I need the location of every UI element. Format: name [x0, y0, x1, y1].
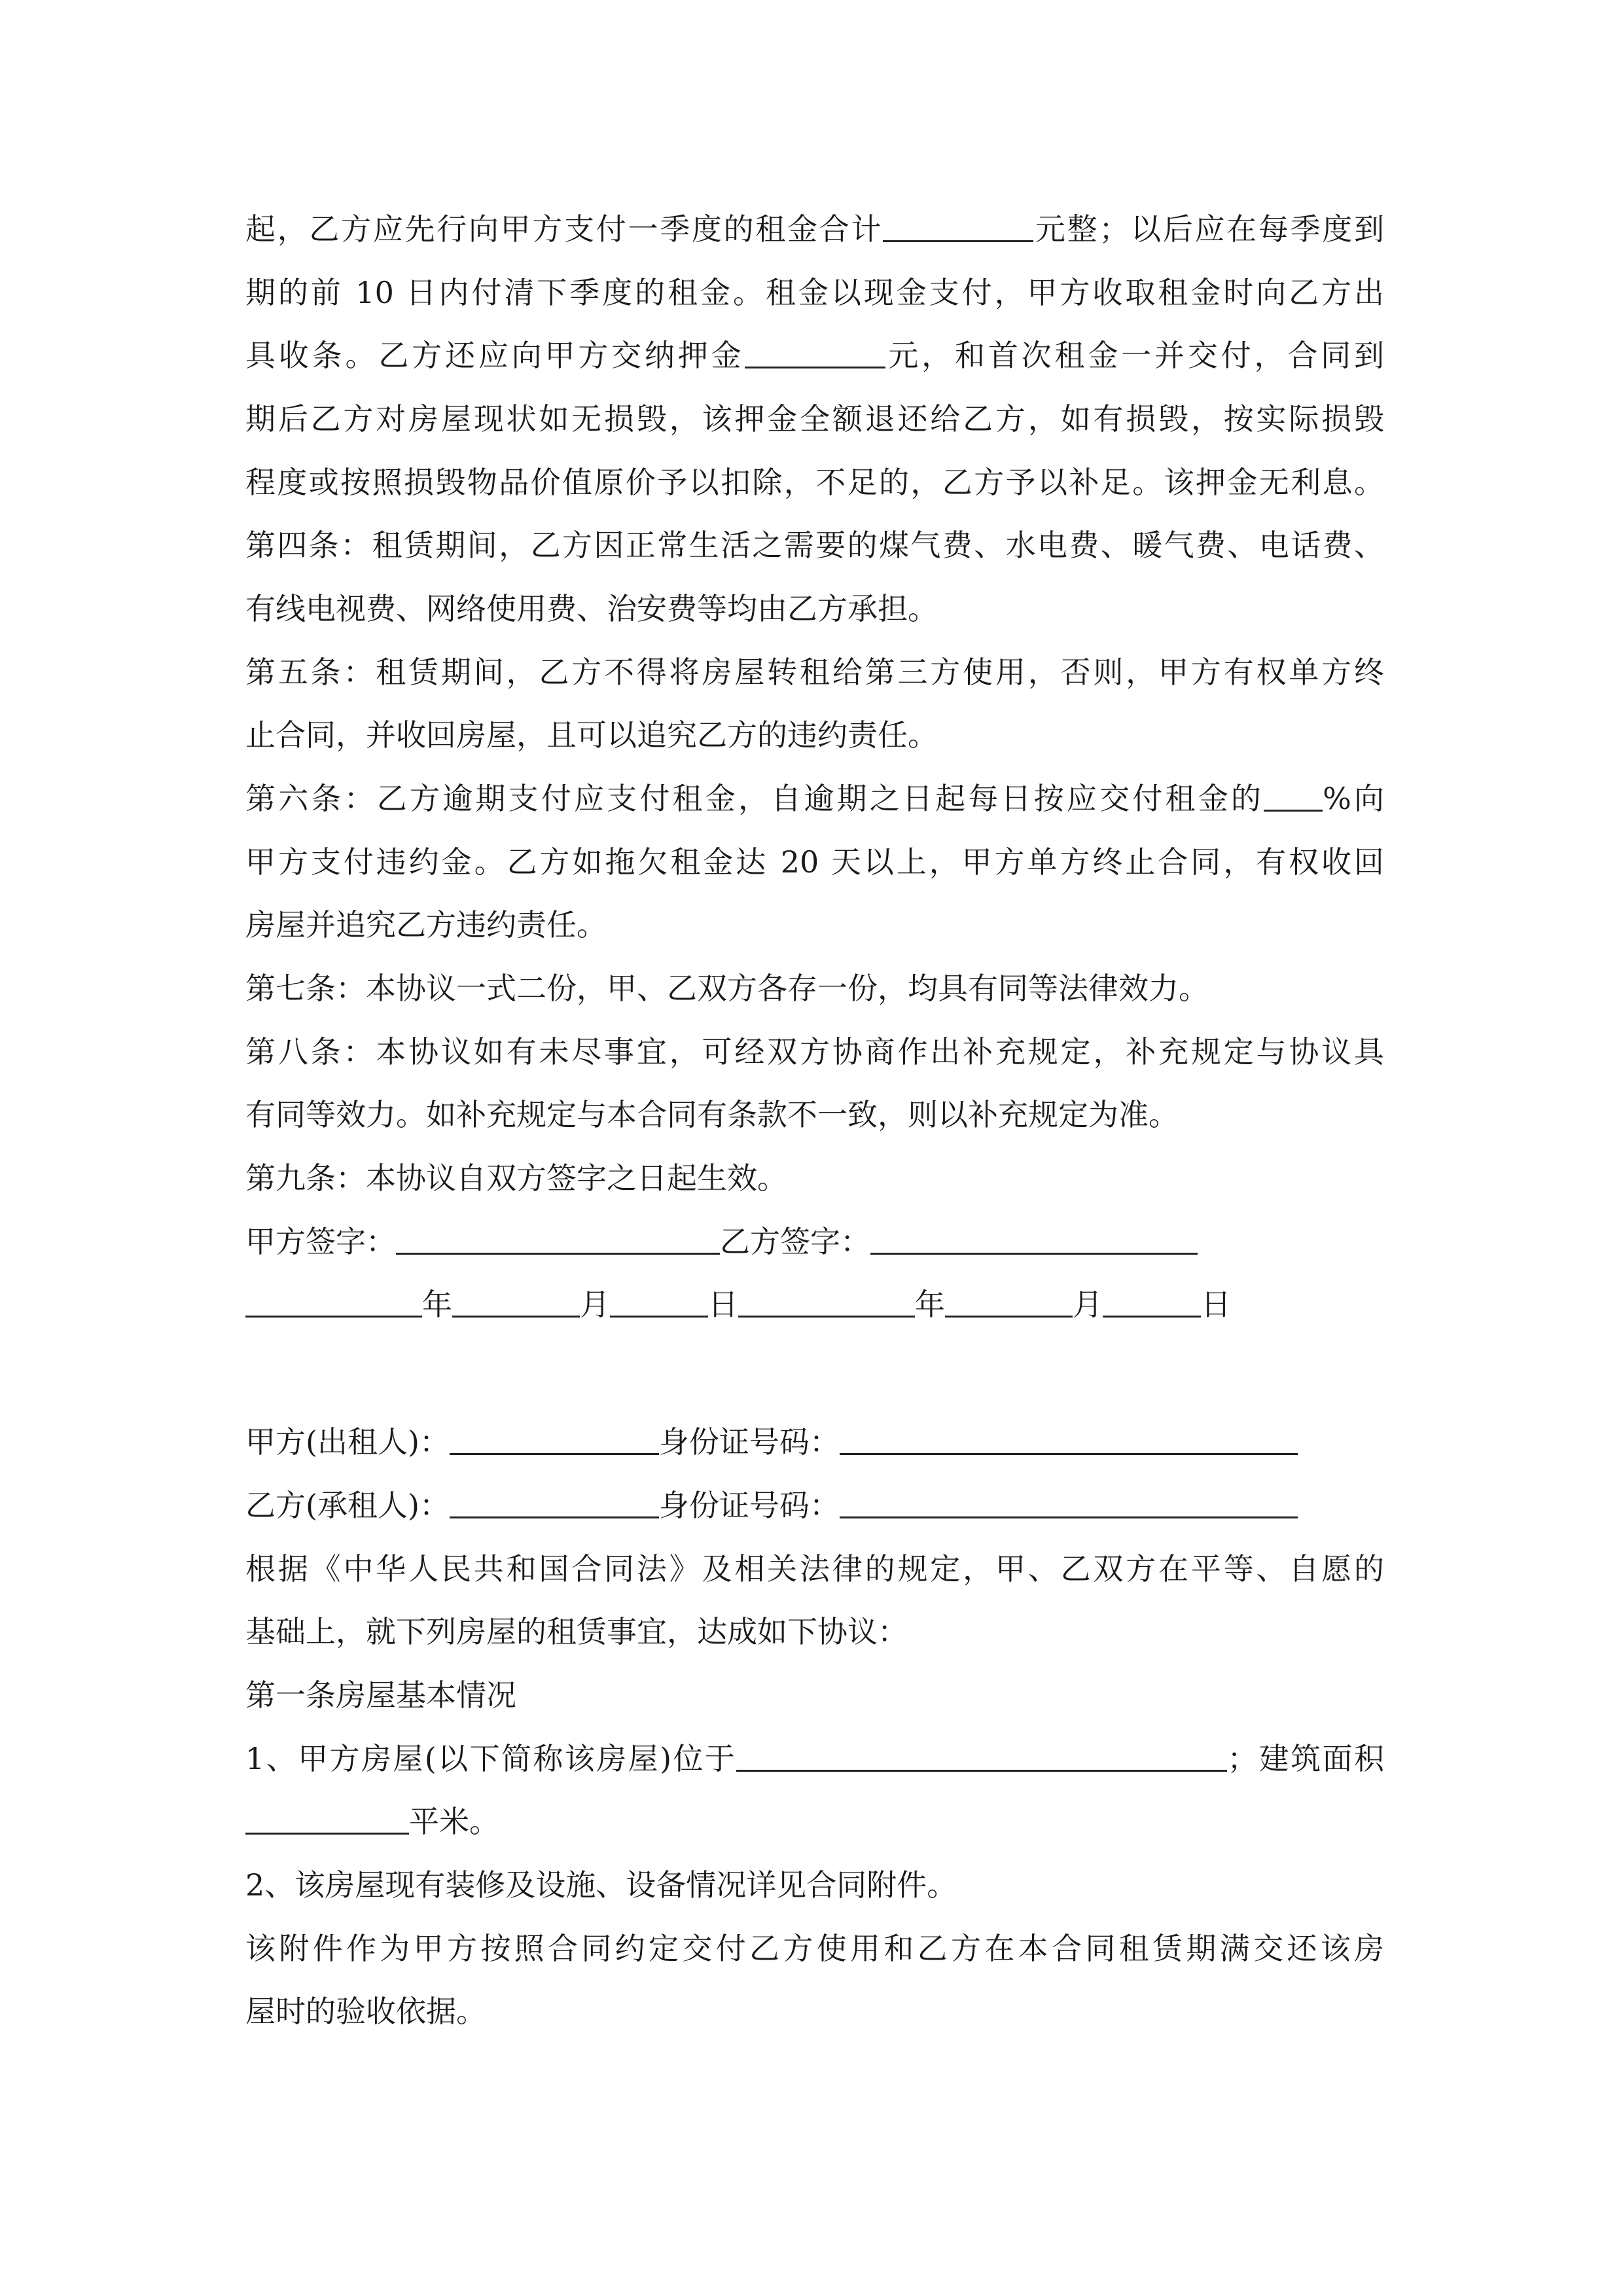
- lessee-id-blank: [840, 1481, 1298, 1518]
- paragraph-line: 期的前 10 日内付清下季度的租金。租金以现金支付，甲方收取租金时向乙方出: [245, 275, 1384, 310]
- article-5-line: 止合同，并收回房屋，且可以追究乙方的违约责任。: [245, 717, 938, 753]
- party-b-signature-blank: [870, 1217, 1198, 1255]
- lessor-id-blank: [840, 1418, 1298, 1455]
- lessee-line: 乙方(承租人)： 身份证号码：: [245, 1479, 1384, 1532]
- article-6-line: 第六条：乙方逾期支付应支付租金，自逾期之日起每日按应交付租金的 %向: [245, 772, 1384, 825]
- property-location-blank: [736, 1734, 1227, 1772]
- date-line: 年 月 日 年 月 日: [245, 1278, 1384, 1331]
- lessee-name-blank: [450, 1481, 659, 1518]
- article-8-line: 有同等效力。如补充规定与本合同有条款不一致，则以补充规定为准。: [245, 1097, 1179, 1132]
- article-5-line: 第五条：租赁期间，乙方不得将房屋转租给第三方使用，否则，甲方有权单方终: [245, 655, 1384, 690]
- party-a-signature-blank: [396, 1217, 720, 1255]
- property-area-blank: [245, 1797, 409, 1835]
- paragraph-line: 程度或按照损毁物品价值原价予以扣除，不足的，乙方予以补足。该押金无利息。: [245, 465, 1384, 500]
- rent-payment-line: 起，乙方应先行向甲方支付一季度的租金合计 元整；以后应在每季度到: [245, 203, 1384, 255]
- article-1-title: 第一条房屋基本情况: [245, 1677, 516, 1713]
- article-4-line: 第四条：租赁期间，乙方因正常生活之需要的煤气费、水电费、暖气费、电话费、: [245, 528, 1384, 563]
- article-7: 第七条：本协议一式二份，甲、乙双方各存一份，均具有同等法律效力。: [245, 971, 1209, 1006]
- deposit-line: 具收条。乙方还应向甲方交纳押金 元，和首次租金一并交付，合同到: [245, 329, 1384, 382]
- lessor-line: 甲方(出租人)： 身份证号码：: [245, 1416, 1384, 1468]
- rent-amount-blank: [883, 205, 1033, 242]
- paragraph-line: 期后乙方对房屋现状如无损毁，该押金全额退还给乙方，如有损毁，按实际损毁: [245, 401, 1384, 437]
- year-blank: [245, 1280, 422, 1318]
- month-blank: [945, 1280, 1073, 1318]
- attachment-line: 屋时的验收依据。: [245, 1994, 486, 2029]
- lessor-name-blank: [450, 1418, 659, 1455]
- year-blank: [738, 1280, 915, 1318]
- item-2: 2、该房屋现有装修及设施、设备情况详见合同附件。: [245, 1867, 957, 1903]
- article-6-line: 房屋并追究乙方违约责任。: [245, 907, 607, 942]
- party-b-sign-label: 乙方签字：: [720, 1224, 870, 1259]
- article-8-line: 第八条：本协议如有未尽事宜，可经双方协商作出补充规定，补充规定与协议具: [245, 1034, 1384, 1069]
- intro-line: 基础上，就下列房屋的租赁事宜，达成如下协议：: [245, 1614, 908, 1649]
- penalty-percent-blank: [1264, 774, 1323, 812]
- article-4-line: 有线电视费、网络使用费、治安费等均由乙方承担。: [245, 591, 938, 626]
- property-location-line: 1、甲方房屋(以下简称该房屋)位于 ；建筑面积: [245, 1732, 1384, 1785]
- article-6-line: 甲方支付违约金。乙方如拖欠租金达 20 天以上，甲方单方终止合同，有权收回: [245, 844, 1384, 880]
- intro-line: 根据《中华人民共和国合同法》及相关法律的规定，甲、乙双方在平等、自愿的: [245, 1551, 1384, 1587]
- attachment-line: 该附件作为甲方按照合同约定交付乙方使用和乙方在本合同租赁期满交还该房: [245, 1931, 1384, 1966]
- property-area-line: 平米。: [245, 1795, 1384, 1848]
- party-a-sign-label: 甲方签字：: [245, 1224, 396, 1259]
- day-blank: [610, 1280, 708, 1318]
- article-9: 第九条：本协议自双方签字之日起生效。: [245, 1160, 787, 1196]
- month-blank: [452, 1280, 580, 1318]
- signature-line: [245, 1215, 1384, 1268]
- deposit-amount-blank: [745, 331, 885, 368]
- day-blank: [1103, 1280, 1201, 1318]
